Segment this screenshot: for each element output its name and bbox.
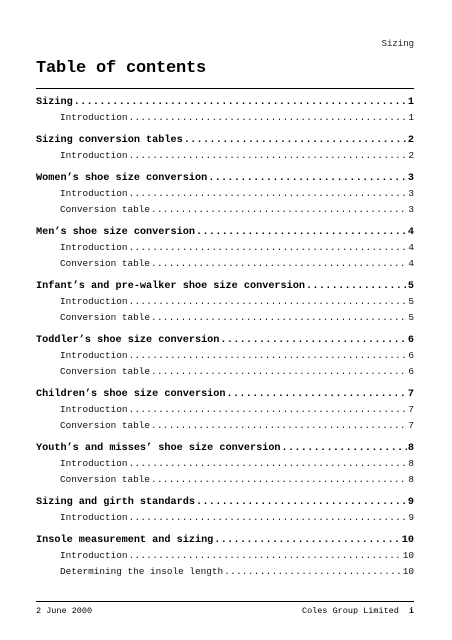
table-of-contents: [36, 96, 414, 580]
toc-entry-title: Introduction: [60, 512, 128, 523]
toc-entry-page: 7: [408, 420, 414, 431]
toc-subsection-entry[interactable]: [36, 310, 414, 326]
toc-entry-page: 5: [407, 281, 414, 292]
page-title: Table of contents: [36, 59, 207, 78]
dot-leader: [74, 96, 407, 110]
dot-leader: [227, 388, 407, 402]
footer-company: Coles Group Limited: [301, 606, 399, 616]
toc-subsection-entry[interactable]: [36, 202, 414, 218]
toc-section-entry[interactable]: [36, 388, 414, 402]
toc-entry-title: Sizing conversion tables: [36, 135, 183, 146]
running-header: Sizing: [381, 39, 414, 49]
toc-entry-title: Introduction: [60, 550, 128, 561]
toc-entry-page: 3: [408, 204, 414, 215]
toc-entry-page: 9: [407, 497, 414, 508]
toc-entry-page: 7: [407, 389, 414, 400]
toc-entry-page: 1: [407, 97, 414, 108]
dot-leader: [282, 442, 407, 456]
toc-entry-title: Conversion table: [60, 258, 151, 269]
toc-subsection-entry[interactable]: [36, 456, 414, 472]
toc-section-entry[interactable]: [36, 280, 414, 294]
toc-entry-title: Conversion table: [60, 366, 151, 377]
dot-leader: [151, 472, 407, 488]
toc-entry-title: Conversion table: [60, 312, 151, 323]
toc-section-entry[interactable]: [36, 96, 414, 110]
toc-entry-title: Introduction: [60, 188, 128, 199]
toc-entry-title: Introduction: [60, 404, 128, 415]
toc-entry-page: 5: [408, 312, 414, 323]
toc-subsection-entry[interactable]: [36, 418, 414, 434]
footer-date: 2 June 2000: [36, 606, 93, 616]
bottom-rule: [36, 601, 414, 602]
dot-leader: [129, 186, 408, 202]
toc-entry-page: 8: [408, 458, 414, 469]
page-footer: [36, 606, 414, 616]
toc-entry-title: Introduction: [60, 150, 128, 161]
toc-subsection-entry[interactable]: [36, 148, 414, 164]
toc-entry-page: 1: [408, 112, 414, 123]
toc-entry-title: Insole measurement and sizing: [36, 535, 214, 546]
toc-entry-title: Introduction: [60, 296, 128, 307]
toc-entry-page: 9: [408, 512, 414, 523]
toc-entry-page: 6: [408, 350, 414, 361]
dot-leader: [196, 496, 407, 510]
toc-subsection-entry[interactable]: [36, 472, 414, 488]
toc-entry-title: Conversion table: [60, 204, 151, 215]
dot-leader: [151, 202, 407, 218]
dot-leader: [129, 240, 408, 256]
toc-entry-title: Sizing: [36, 97, 73, 108]
toc-entry-page: 2: [407, 135, 414, 146]
toc-entry-page: 6: [408, 366, 414, 377]
toc-subsection-entry[interactable]: [36, 548, 414, 564]
toc-subsection-entry[interactable]: [36, 240, 414, 256]
toc-section-entry[interactable]: [36, 534, 414, 548]
toc-subsection-entry[interactable]: [36, 186, 414, 202]
toc-entry-page: 8: [408, 474, 414, 485]
toc-entry-page: 3: [407, 173, 414, 184]
toc-entry-title: Introduction: [60, 112, 128, 123]
toc-entry-title: Introduction: [60, 458, 128, 469]
dot-leader: [151, 364, 407, 380]
dot-leader: [129, 110, 408, 126]
toc-entry-page: 6: [407, 335, 414, 346]
toc-entry-page: 7: [408, 404, 414, 415]
toc-section-entry[interactable]: [36, 496, 414, 510]
toc-entry-page: 3: [408, 188, 414, 199]
dot-leader: [129, 348, 408, 364]
toc-entry-page: 4: [408, 258, 414, 269]
toc-entry-title: Conversion table: [60, 474, 151, 485]
toc-entry-title: Determining the insole length: [60, 566, 224, 577]
dot-leader: [220, 334, 406, 348]
toc-section-entry[interactable]: [36, 226, 414, 240]
toc-entry-title: Youth’s and misses’ shoe size conversion: [36, 443, 281, 454]
toc-section-entry[interactable]: [36, 134, 414, 148]
toc-section-entry[interactable]: [36, 442, 414, 456]
toc-entry-title: Conversion table: [60, 420, 151, 431]
toc-entry-title: Men’s shoe size conversion: [36, 227, 195, 238]
toc-entry-page: 2: [408, 150, 414, 161]
toc-entry-title: Introduction: [60, 242, 128, 253]
top-rule: [36, 88, 414, 89]
toc-subsection-entry[interactable]: [36, 256, 414, 272]
toc-section-entry[interactable]: [36, 172, 414, 186]
dot-leader: [151, 418, 407, 434]
toc-entry-page: 4: [408, 242, 414, 253]
dot-leader: [129, 510, 408, 526]
dot-leader: [208, 172, 407, 186]
dot-leader: [129, 456, 408, 472]
toc-section-entry[interactable]: [36, 334, 414, 348]
dot-leader: [129, 294, 408, 310]
toc-entry-title: Sizing and girth standards: [36, 497, 195, 508]
dot-leader: [151, 256, 407, 272]
toc-entry-page: 10: [402, 550, 414, 561]
dot-leader: [151, 310, 407, 326]
footer-right: [302, 606, 414, 616]
dot-leader: [129, 402, 408, 418]
footer-page-number: i: [408, 606, 414, 616]
toc-entry-page: 5: [408, 296, 414, 307]
dot-leader: [184, 134, 407, 148]
toc-entry-title: Women’s shoe size conversion: [36, 173, 208, 184]
toc-entry-page: 4: [407, 227, 414, 238]
toc-subsection-entry[interactable]: [36, 110, 414, 126]
dot-leader: [196, 226, 407, 240]
dot-leader: [129, 148, 408, 164]
toc-subsection-entry[interactable]: [36, 294, 414, 310]
toc-subsection-entry[interactable]: [36, 510, 414, 526]
toc-entry-title: Infant’s and pre-walker shoe size conversion: [36, 281, 305, 292]
toc-entry-page: 8: [407, 443, 414, 454]
dot-leader: [129, 548, 402, 564]
toc-subsection-entry[interactable]: [36, 564, 414, 580]
toc-subsection-entry[interactable]: [36, 402, 414, 418]
toc-subsection-entry[interactable]: [36, 348, 414, 364]
dot-leader: [306, 280, 407, 294]
dot-leader: [224, 564, 402, 580]
toc-entry-page: 10: [402, 566, 414, 577]
toc-entry-title: Toddler’s shoe size conversion: [36, 335, 220, 346]
toc-entry-title: Introduction: [60, 350, 128, 361]
dot-leader: [214, 534, 400, 548]
toc-subsection-entry[interactable]: [36, 364, 414, 380]
toc-entry-page: 10: [401, 535, 414, 546]
toc-entry-title: Children’s shoe size conversion: [36, 389, 226, 400]
